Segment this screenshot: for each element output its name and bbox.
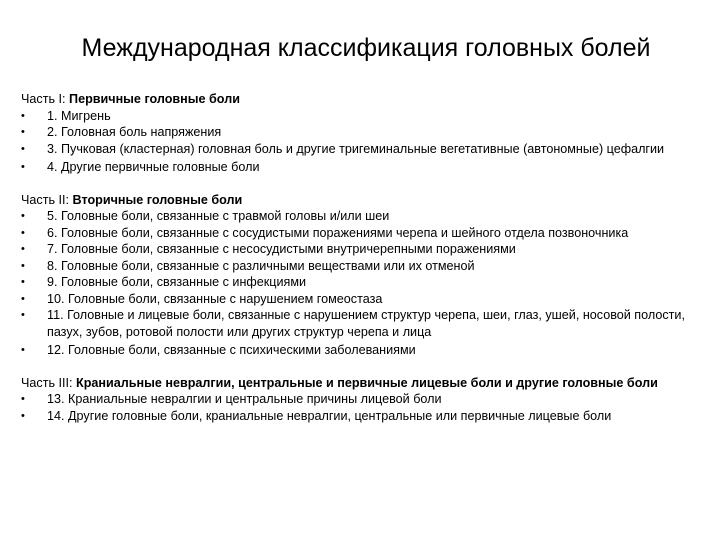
list-item-text: 1. Мигрень	[47, 108, 111, 123]
bullet-icon: •	[21, 161, 25, 173]
bullet-icon: •	[21, 126, 25, 138]
bullet-icon: •	[21, 344, 25, 356]
section-part-1	[21, 91, 711, 176]
section-heading	[21, 192, 711, 209]
section-heading	[21, 91, 711, 108]
list-item-text: 2. Головная боль напряжения	[47, 125, 222, 139]
section-prefix: Часть I:	[21, 92, 70, 106]
section-part-3	[21, 375, 711, 425]
bullet-icon: •	[21, 226, 25, 239]
classification-content	[21, 91, 711, 424]
list-item-text: 11. Головные и лицевые боли, связанные с нарушением структур черепа, шеи, глаз, ушей, носовой полости, пазух, зубов, ротовой полости или других структур черепа и лица	[47, 308, 685, 339]
list-item-text: 9. Головные боли, связанные с инфекциями	[47, 275, 307, 289]
bullet-icon: •	[21, 210, 25, 222]
list-item-text: 7. Головные боли, связанные с несосудистыми внутричерепными поражениями	[47, 242, 516, 256]
section-prefix: Часть II:	[21, 192, 73, 207]
bullet-icon: •	[21, 109, 25, 122]
list-item-text: 13. Краниальные невралгии и центральные причины лицевой боли	[47, 392, 442, 406]
section-prefix: Часть III:	[21, 375, 77, 390]
bullet-icon: •	[21, 142, 25, 155]
list-item-text: 8. Головные боли, связанные с различными веществами или их отменой	[47, 258, 475, 273]
list-item	[21, 408, 711, 425]
bullet-icon: •	[21, 292, 25, 305]
list-item	[21, 342, 711, 359]
list-item-text: 6. Головные боли, связанные с сосудистыми поражениями черепа и шейного отдела позвоночника	[47, 225, 629, 240]
list-item	[21, 159, 711, 176]
section-items	[21, 208, 711, 359]
bullet-icon: •	[21, 243, 25, 255]
section-heading	[21, 375, 711, 392]
section-title: Первичные головные боли	[69, 92, 240, 106]
list-item	[21, 124, 711, 141]
bullet-icon: •	[21, 409, 25, 422]
bullet-icon: •	[21, 276, 25, 288]
list-item-text: 5. Головные боли, связанные с травмой головы и/или шеи	[47, 209, 390, 223]
section-title: Краниальные невралгии, центральные и первичные лицевые боли и другие головные боли	[76, 375, 658, 390]
list-item	[21, 258, 711, 275]
list-item-text: 3. Пучковая (кластерная) головная боль и другие тригеминальные вегетативные (автономные) цефалгии	[47, 141, 665, 156]
section-items	[21, 108, 711, 176]
list-item	[21, 391, 711, 408]
list-item	[21, 225, 711, 242]
list-item	[21, 241, 711, 258]
section-items	[21, 391, 711, 424]
list-item-text: 12. Головные боли, связанные с психическими заболеваниями	[47, 343, 416, 357]
section-title: Вторичные головные боли	[72, 192, 243, 207]
slide-title: Международная классификация головных болей	[81, 34, 651, 62]
section-part-2	[21, 192, 711, 359]
list-item-text: 10. Головные боли, связанные с нарушением гомеостаза	[47, 291, 383, 306]
list-item	[21, 208, 711, 225]
list-item-text: 4. Другие первичные головные боли	[47, 160, 260, 174]
bullet-icon: •	[21, 259, 25, 272]
list-item	[21, 291, 711, 308]
bullet-icon: •	[21, 309, 25, 321]
list-item	[21, 274, 711, 291]
bullet-icon: •	[21, 393, 25, 405]
list-item	[21, 108, 711, 125]
list-item-text: 14. Другие головные боли, краниальные невралгии, центральные или первичные лицевые боли	[47, 408, 612, 423]
list-item	[21, 307, 711, 340]
list-item	[21, 141, 711, 158]
